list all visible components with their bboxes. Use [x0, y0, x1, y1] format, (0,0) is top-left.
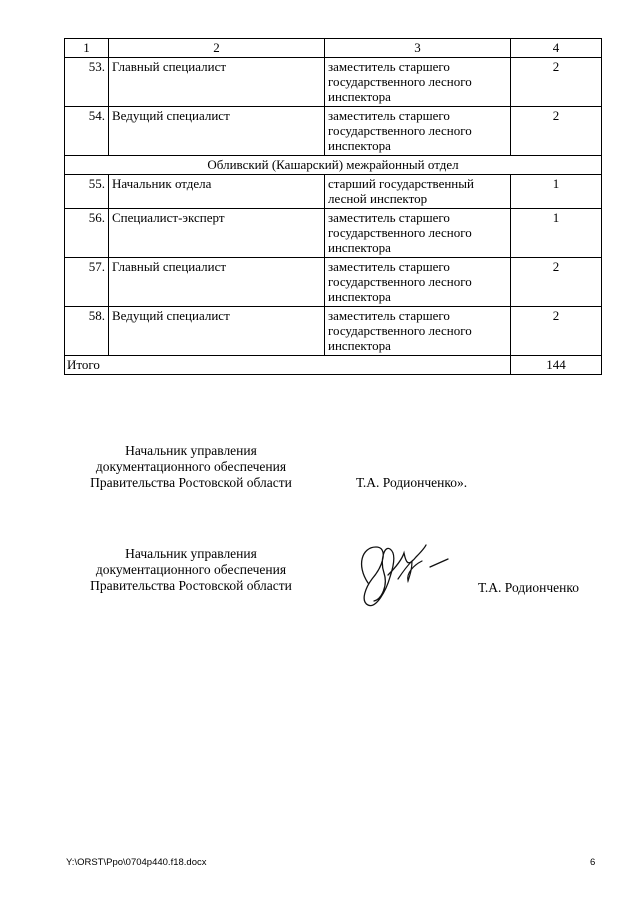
- row-equivalent: заместитель старшего государственного лесного инспектора: [325, 307, 511, 356]
- row-number: 56.: [65, 209, 109, 258]
- row-position: Начальник отдела: [109, 175, 325, 209]
- page-number: 6: [590, 857, 596, 868]
- row-equivalent: старший государственный лесной инспектор: [325, 175, 511, 209]
- table-row: [65, 258, 602, 307]
- row-count: 2: [511, 107, 602, 156]
- row-equivalent: заместитель старшего государственного лесного инспектора: [325, 107, 511, 156]
- row-equivalent: заместитель старшего государственного лесного инспектора: [325, 58, 511, 107]
- signature-1-line2: документационного обеспечения: [95, 459, 287, 474]
- signature-2-line2: документационного обеспечения: [95, 562, 287, 577]
- row-number: 57.: [65, 258, 109, 307]
- table-row: [65, 58, 602, 107]
- table-row: [65, 307, 602, 356]
- total-row: [65, 356, 602, 375]
- row-count: 1: [511, 175, 602, 209]
- total-label: Итого: [65, 356, 511, 375]
- signature-2-name: Т.А. Родионченко: [478, 580, 579, 595]
- header-cell: 1: [65, 39, 109, 58]
- row-number: 55.: [65, 175, 109, 209]
- signature-2-line1: Начальник управления: [125, 546, 257, 561]
- table-row: [65, 209, 602, 258]
- header-cell: 2: [109, 39, 325, 58]
- signature-1-name: Т.А. Родионченко».: [356, 475, 468, 490]
- footer-file-path: Y:\ORST\Ppo\0704p440.f18.docx: [66, 857, 207, 868]
- header-cell: 4: [511, 39, 602, 58]
- table-row: [65, 175, 602, 209]
- signature-2-line3: Правительства Ростовской области: [90, 578, 292, 593]
- staff-table: [64, 38, 602, 375]
- table-header-row: [65, 39, 602, 58]
- signature-2-title: [60, 546, 322, 594]
- total-value: 144: [511, 356, 602, 375]
- signature-1-title: [60, 443, 322, 491]
- row-position: Специалист-эксперт: [109, 209, 325, 258]
- row-number: 54.: [65, 107, 109, 156]
- signature-1-line3: Правительства Ростовской области: [90, 475, 292, 490]
- header-cell: 3: [325, 39, 511, 58]
- row-equivalent: заместитель старшего государственного лесного инспектора: [325, 209, 511, 258]
- row-equivalent: заместитель старшего государственного лесного инспектора: [325, 258, 511, 307]
- row-position: Ведущий специалист: [109, 107, 325, 156]
- row-position: Главный специалист: [109, 258, 325, 307]
- signature-1-line1: Начальник управления: [125, 443, 257, 458]
- row-position: Главный специалист: [109, 58, 325, 107]
- row-count: 2: [511, 307, 602, 356]
- section-row: [65, 156, 602, 175]
- table-row: [65, 107, 602, 156]
- row-count: 2: [511, 258, 602, 307]
- row-count: 2: [511, 58, 602, 107]
- row-position: Ведущий специалист: [109, 307, 325, 356]
- handwritten-signature: [338, 535, 458, 615]
- row-number: 53.: [65, 58, 109, 107]
- section-title: Обливский (Кашарский) межрайонный отдел: [65, 156, 602, 175]
- row-count: 1: [511, 209, 602, 258]
- row-number: 58.: [65, 307, 109, 356]
